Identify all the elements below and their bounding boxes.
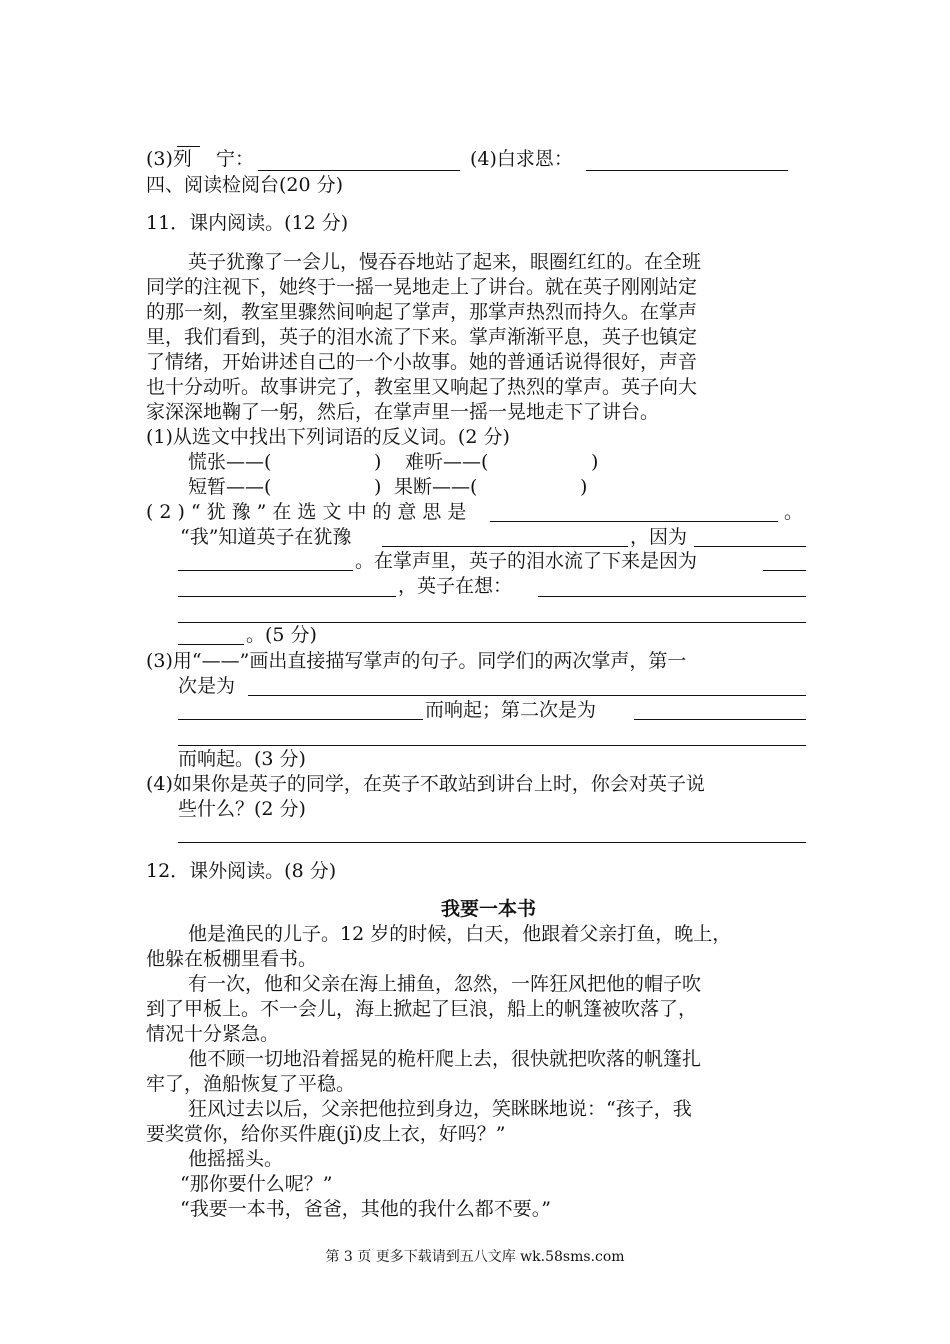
q11-2-stem-end: 。: [784, 501, 804, 523]
q11-1-stem: (1)从选文中找出下列词语的反义词。(2 分): [146, 426, 510, 448]
q11-2-blank-h[interactable]: [178, 644, 244, 645]
q11-3-text-c: 而响起。(3 分): [178, 748, 306, 770]
q11-2-blank-d[interactable]: [763, 570, 806, 571]
antonym-close-3: ): [374, 476, 382, 498]
q11-passage-line: 同学的注视下，她终于一摇一晃地走上了讲台。就在英子刚刚站定: [146, 276, 698, 298]
q11-3-blank-a[interactable]: [248, 695, 806, 696]
story-line: “那你要什么呢？”: [180, 1173, 333, 1195]
q11-2-text-b: ，因为: [630, 526, 688, 548]
story-line: 到了甲板上。不一会儿，海上掀起了巨浪，船上的帆篷被吹落了，: [146, 998, 698, 1020]
q11-2-text-d: ，英子在想：: [398, 575, 513, 597]
section-4-title: 四、阅读检阅台(20 分): [146, 174, 344, 196]
q11-passage-line: 家深深地鞠了一躬，然后，在掌声里一摇一晃地走下了讲台。: [146, 401, 660, 423]
story-line: 他不顾一切地沿着摇晃的桅杆爬上去，很快就把吹落的帆篷扎: [188, 1048, 702, 1070]
story-line: 他是渔民的儿子。12 岁的时候，白天，他跟着父亲打鱼，晚上，: [188, 923, 732, 945]
q11-2-stem: (2)“犹豫”在选文中的意思是: [146, 501, 473, 523]
q11-3-stem: (3)用“——”画出直接描写掌声的句子。同学们的两次掌声，第一: [146, 650, 687, 672]
q11-passage-line: 也十分动听。故事讲完了，教室里又响起了热烈的掌声。英子向大: [146, 376, 698, 398]
q11-passage-line: 的那一刻，教室里骤然间响起了掌声，那掌声热烈而持久。在掌声: [146, 301, 698, 323]
q11-2-blank-meaning[interactable]: [490, 521, 778, 522]
story-line: 情况十分紧急。: [146, 1023, 280, 1045]
q11-2-text-e: 。(5 分): [246, 624, 317, 646]
q12-heading: 12．课外阅读。(8 分): [146, 860, 337, 882]
q3-label: (3)列: [146, 148, 192, 170]
story-line: 要奖赏你，给你买件鹿(jǐ)皮上衣，好吗？”: [146, 1123, 506, 1145]
q11-4-blank[interactable]: [178, 842, 806, 843]
q11-3-blank-b[interactable]: [178, 719, 423, 720]
q4-blank[interactable]: [586, 170, 788, 171]
antonym-prompt-1: 慌张——(: [188, 451, 272, 473]
q11-2-blank-a[interactable]: [382, 546, 628, 547]
q11-4-text-a: 些什么？(2 分): [178, 798, 306, 820]
q11-3-text-a: 次是为: [178, 675, 236, 697]
story-line: 他摇摇头。: [188, 1148, 284, 1170]
q11-passage-line: 里，我们看到，英子的泪水流了下来。掌声渐渐平息，英子也镇定: [146, 326, 698, 348]
story-line: 他躲在板棚里看书。: [146, 948, 318, 970]
q11-passage-line: 了情绪，开始讲述自己的一个小故事。她的普通话说得很好，声音: [146, 351, 698, 373]
antonym-close-4: ): [580, 476, 588, 498]
story-line: “我要一本书，爸爸，其他的我什么都不要。”: [180, 1198, 551, 1220]
q4-label: (4)白求恩：: [470, 148, 573, 170]
antonym-prompt-3: 短暂——(: [188, 476, 272, 498]
story-line: 牢了，渔船恢复了平稳。: [146, 1073, 356, 1095]
q11-3-blank-c[interactable]: [634, 719, 806, 720]
q11-4-stem: (4)如果你是英子的同学，在英子不敢站到讲台上时，你会对英子说: [146, 773, 705, 795]
q11-2-blank-b[interactable]: [694, 546, 806, 547]
page-footer: 第 3 页 更多下载请到五八文库 wk.58sms.com: [325, 1249, 625, 1265]
q11-2-text-c: 。在掌声里，英子的泪水流了下来是因为: [355, 550, 698, 572]
antonym-close-2: ): [591, 451, 599, 473]
antonym-prompt-4: 果断——(: [394, 476, 478, 498]
antonym-close-1: ): [374, 451, 382, 473]
q11-2-blank-f[interactable]: [538, 596, 806, 597]
story-title: 我要一本书: [441, 898, 537, 920]
q3-blank[interactable]: [258, 170, 460, 171]
q11-3-text-b: 而响起；第二次是为: [425, 699, 597, 721]
q11-2-text-a: “我”知道英子在犹豫: [180, 526, 352, 548]
q11-2-blank-c[interactable]: [178, 570, 353, 571]
q3-ning: 宁：: [216, 148, 255, 170]
q11-2-blank-e[interactable]: [178, 596, 396, 597]
antonym-prompt-2: 难听——(: [405, 451, 489, 473]
story-line: 有一次，他和父亲在海上捕鱼，忽然，一阵狂风把他的帽子吹: [188, 973, 702, 995]
story-line: 狂风过去以后，父亲把他拉到身边，笑眯眯地说：“孩子，我: [188, 1098, 692, 1120]
q11-heading: 11．课内阅读。(12 分): [146, 212, 349, 234]
q11-passage-line: 英子犹豫了一会儿，慢吞吞地站了起来，眼圈红红的。在全班: [188, 251, 702, 273]
